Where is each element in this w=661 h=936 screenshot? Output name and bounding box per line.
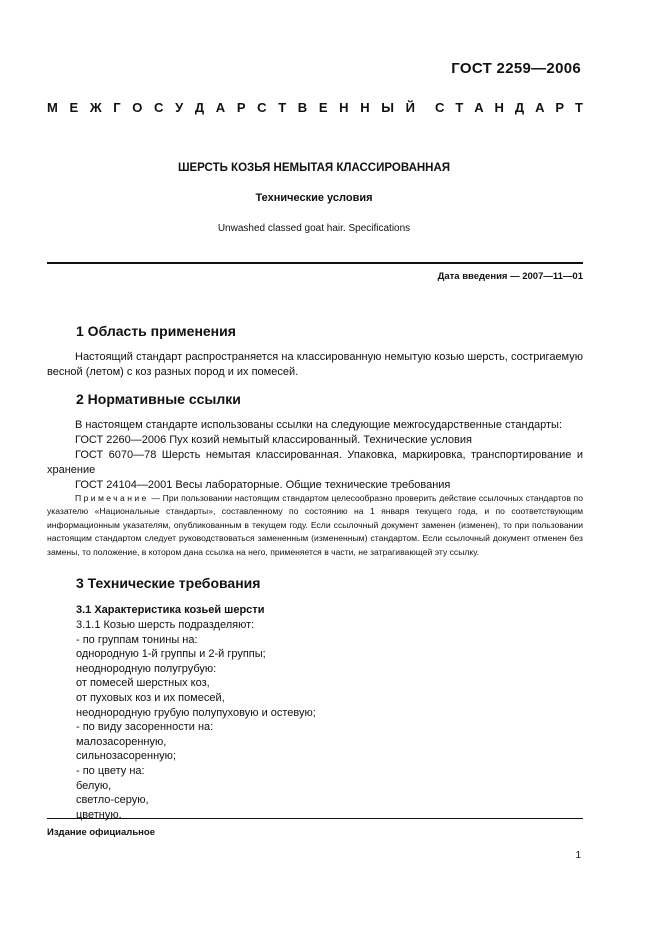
- list-item: - по цвету на:: [76, 764, 145, 777]
- banner-word-standard: [435, 100, 583, 115]
- list-item: неоднородную грубую полупуховую и остевую;: [76, 706, 316, 719]
- list-item: - по группам тонины на:: [76, 633, 198, 646]
- section-3-heading: 3 Технические требования: [76, 575, 261, 591]
- list-item: малозасоренную,: [76, 735, 167, 748]
- list-item: цветную.: [76, 808, 122, 821]
- introduction-date: Дата введения — 2007—11—01: [437, 271, 583, 282]
- document-subtitle: Технические условия: [255, 192, 373, 204]
- english-title: Unwashed classed goat hair. Specifications: [217, 223, 411, 234]
- banner-letter: Т: [455, 100, 464, 115]
- list-item: белую,: [76, 779, 112, 792]
- list-item: сильнозасоренную;: [76, 750, 176, 763]
- banner-letter: Н: [494, 100, 504, 115]
- banner-letter: О: [132, 100, 143, 115]
- banner-letter: Ы: [381, 100, 394, 115]
- section-2-body: [47, 418, 583, 493]
- list-item: 3.1.1 Козью шерсть подразделяют:: [76, 619, 255, 631]
- banner-letter: Г: [113, 100, 121, 115]
- footer-divider: [47, 818, 583, 819]
- note-label: Примечание: [75, 493, 149, 503]
- banner-letter: В: [297, 100, 308, 115]
- banner-letter: Д: [514, 100, 525, 115]
- list-item: от помесей шерстных коз,: [76, 677, 210, 690]
- banner-letter: Е: [69, 100, 79, 115]
- section-1-heading: 1 Область применения: [76, 323, 236, 339]
- section-2-note: [47, 492, 583, 559]
- banner-letter: С: [435, 100, 445, 115]
- official-edition-label: Издание официальное: [47, 827, 155, 838]
- document-number: ГОСТ 2259—2006: [451, 60, 581, 77]
- banner-letter: Р: [555, 100, 565, 115]
- reference-item: ГОСТ 24104—2001 Весы лабораторные. Общие технические требования: [75, 479, 451, 491]
- list-item: светло-серую,: [76, 794, 149, 807]
- references-intro: В настоящем стандарте использованы ссылки на следующие межгосударственные стандарты:: [75, 419, 563, 431]
- list-item: - по виду засоренности на:: [76, 721, 214, 734]
- banner-letter: А: [215, 100, 226, 115]
- reference-item: ГОСТ 6070—78 Шерсть немытая классированная. Упаковка, маркировка, транспортирование и хранение: [47, 449, 583, 476]
- banner-letter: М: [47, 100, 58, 115]
- subsection-3-1-heading: 3.1 Характеристика козьей шерсти: [76, 604, 265, 616]
- list-item: однородную 1-й группы и 2-й группы;: [76, 648, 266, 661]
- banner-letter: Й: [405, 100, 415, 115]
- banner-letter: С: [154, 100, 164, 115]
- classification-list: [76, 618, 316, 822]
- banner-letter: Т: [575, 100, 583, 115]
- banner-letter: А: [535, 100, 545, 115]
- banner-letter: Т: [278, 100, 287, 115]
- banner-letter: С: [257, 100, 267, 115]
- header-divider: [47, 262, 583, 264]
- page-number: 1: [575, 850, 581, 861]
- banner-letter: Д: [194, 100, 205, 115]
- section-2-heading: 2 Нормативные ссылки: [76, 391, 241, 407]
- note-text: — При пользовании настоящим стандартом целесообразно проверить действие ссылочных стандартов по указателю «Национальные стандарты», составленному по состоянию на 1 января текущего года, и по соответствующим информационным указателям, опубликованным в текущем году. Если ссылочный документ заменен (изменен), то при пользовании настоящим стандартом следует руководствоваться замененным (измененным) стандартом. Если ссылочный документ отменен без замены, то положение, в котором дана ссылка на него, применяется в части, не затрагивающей эту ссылку.: [47, 493, 583, 557]
- banner-letter: А: [474, 100, 484, 115]
- list-item: неоднородную полугрубую:: [76, 662, 217, 675]
- standard-banner: [47, 100, 583, 115]
- banner-letter: Н: [360, 100, 370, 115]
- banner-letter: Н: [339, 100, 349, 115]
- banner-letter: Р: [236, 100, 246, 115]
- banner-letter: У: [175, 100, 184, 115]
- document-title: ШЕРСТЬ КОЗЬЯ НЕМЫТАЯ КЛАССИРОВАННАЯ: [177, 162, 451, 174]
- reference-item: ГОСТ 2260—2006 Пух козий немытый классированный. Технические условия: [75, 434, 472, 446]
- section-1-text: Настоящий стандарт распространяется на классированную немытую козью шерсть, состригаемую весной (летом) с коз разных пород и их помесей.: [47, 351, 583, 378]
- list-item: от пуховых коз и их помесей,: [76, 691, 225, 704]
- banner-letter: Е: [318, 100, 328, 115]
- banner-letter: Ж: [89, 100, 102, 115]
- banner-word-interstate: [47, 100, 415, 115]
